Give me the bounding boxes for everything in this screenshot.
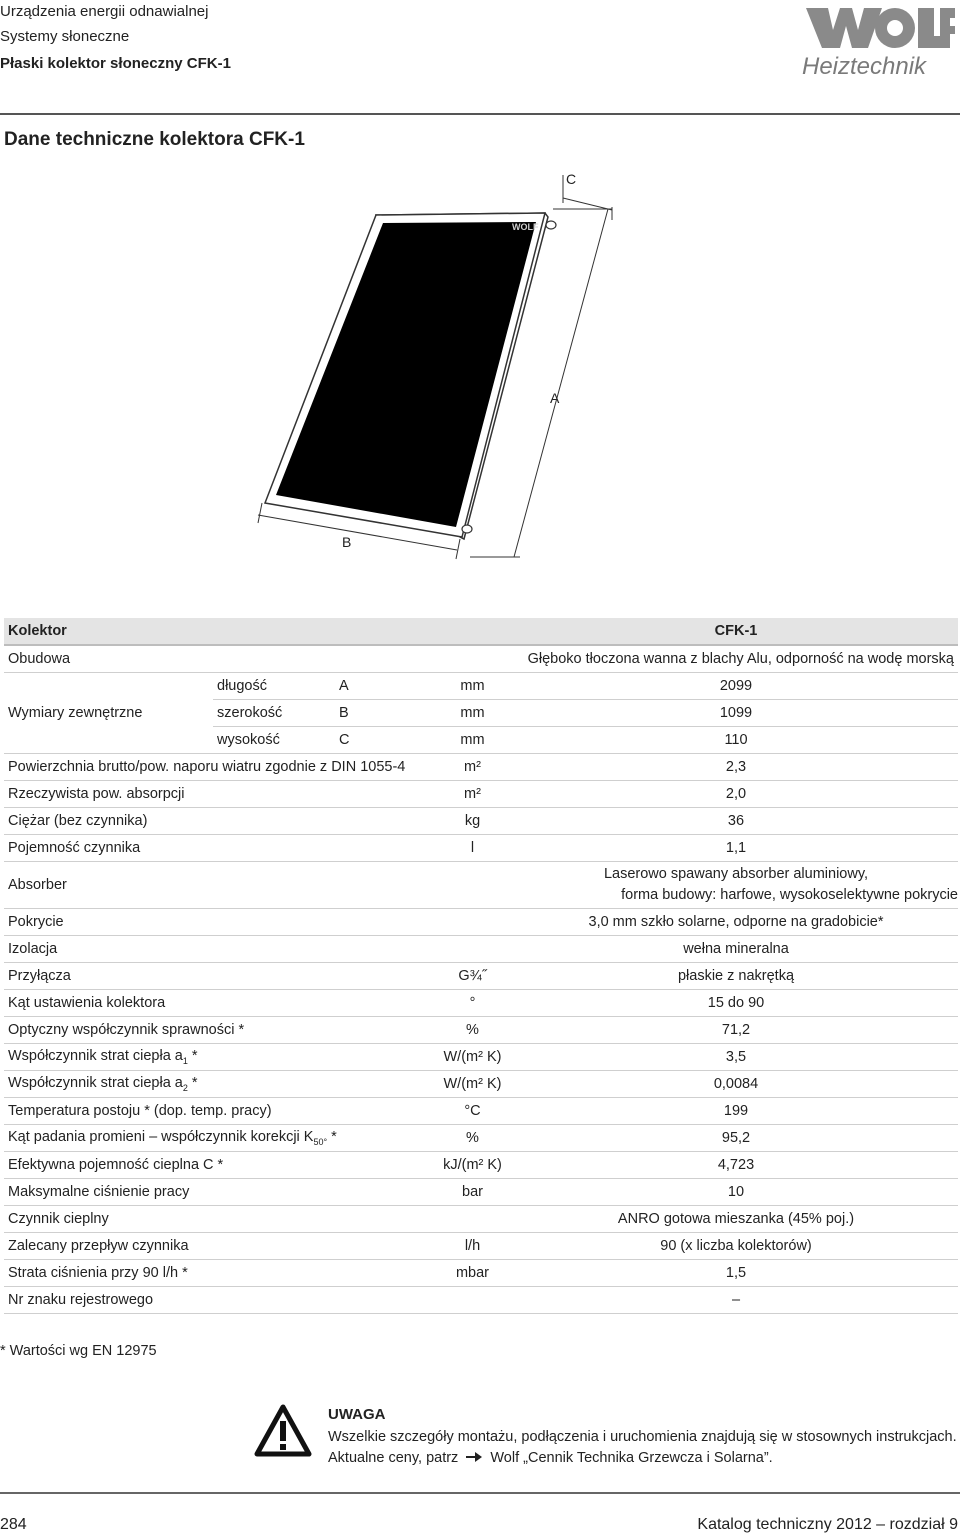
row-unit: m² — [431, 754, 510, 781]
table-row — [4, 835, 958, 862]
row-value: 199 — [510, 1098, 958, 1125]
warning-title: UWAGA — [328, 1406, 386, 1423]
table-row — [4, 645, 958, 673]
table-row — [4, 1044, 958, 1071]
row-label: Powierzchnia brutto/pow. naporu wiatru zgodnie z DIN 1055-4 — [4, 754, 431, 781]
row-label: Izolacja — [4, 936, 431, 963]
dim-name: wysokość — [213, 727, 335, 754]
table-row — [4, 936, 958, 963]
row-value: 10 — [510, 1179, 958, 1206]
row-label: Współczynnik strat ciepła $a_2$ * — [4, 1071, 431, 1098]
table-row — [4, 862, 958, 909]
row-value: 3,0 mm szkło solarne, odporne na gradobicie* — [510, 909, 958, 936]
row-unit: % — [431, 1125, 510, 1152]
row-label: Nr znaku rejestrowego — [4, 1287, 431, 1314]
dim-symbol: A — [335, 673, 431, 700]
row-unit: mm — [431, 700, 510, 727]
absorber-line-2: forma budowy: harfowe, wysokoselektywne pokrycie — [621, 887, 958, 903]
table-row — [4, 1287, 958, 1314]
warning-icon — [254, 1404, 312, 1463]
row-value: 36 — [510, 808, 958, 835]
table-row — [4, 1260, 958, 1287]
row-value: wełna mineralna — [510, 936, 958, 963]
footer-divider — [0, 1492, 960, 1494]
table-row — [4, 1071, 958, 1098]
catalog-reference: Katalog techniczny 2012 – rozdział 9 — [697, 1516, 958, 1533]
row-value: 71,2 — [510, 1017, 958, 1044]
row-value: 2,3 — [510, 754, 958, 781]
row-label: Optyczny współczynnik sprawności * — [4, 1017, 431, 1044]
row-value: 90 (x liczba kolektorów) — [510, 1233, 958, 1260]
row-unit: % — [431, 1017, 510, 1044]
dim-label-c: C — [566, 171, 577, 187]
row-value: 4,723 — [510, 1152, 958, 1179]
row-value: 1,1 — [510, 835, 958, 862]
table-row — [4, 963, 958, 990]
footnote: * Wartości wg EN 12975 — [0, 1343, 157, 1359]
header-divider — [0, 113, 960, 115]
row-value: 1099 — [510, 700, 958, 727]
spec-table — [4, 618, 958, 1314]
page-number: 284 — [0, 1516, 27, 1533]
warning-line-1: Wszelkie szczegóły montażu, podłączenia i uruchomienia znajdują się w stosownych instrukcjach. — [328, 1429, 957, 1445]
dim-label-a: A — [550, 390, 560, 406]
header-model: CFK-1 — [510, 618, 958, 645]
dim-symbol: C — [335, 727, 431, 754]
table-header-row — [4, 618, 958, 645]
row-unit: W/(m² K) — [431, 1071, 510, 1098]
row-label: Temperatura postoju * (dop. temp. pracy) — [4, 1098, 431, 1125]
collector-drawing — [0, 165, 960, 605]
header-kolektor: Kolektor — [4, 618, 335, 645]
dim-name: szerokość — [213, 700, 335, 727]
row-unit: bar — [431, 1179, 510, 1206]
row-value: płaskie z nakrętką — [510, 963, 958, 990]
row-label: Maksymalne ciśnienie pracy — [4, 1179, 431, 1206]
table-row — [4, 673, 958, 700]
row-unit: m² — [431, 781, 510, 808]
row-label: Współczynnik strat ciepła $a_1$ * — [4, 1044, 431, 1071]
table-row — [4, 1233, 958, 1260]
row-value: ANRO gotowa mieszanka (45% poj.) — [510, 1206, 958, 1233]
panel-logo: WOLF — [512, 222, 539, 232]
table-row — [4, 1098, 958, 1125]
row-unit: ° — [431, 990, 510, 1017]
row-label: Kąt padania promieni – współczynnik korekcji $K_{50^\circ}$ * — [4, 1125, 431, 1152]
wolf-logo — [800, 4, 955, 78]
row-label: Strata ciśnienia przy 90 l/h * — [4, 1260, 431, 1287]
row-label: Zalecany przepływ czynnika — [4, 1233, 431, 1260]
row-unit: G¾˝ — [431, 963, 510, 990]
row-value: 0,0084 — [510, 1071, 958, 1098]
brand-subtitle: Heiztechnik — [802, 53, 927, 78]
dim-label-b: B — [342, 534, 352, 550]
dim-symbol: B — [335, 700, 431, 727]
header-product: Płaski kolektor słoneczny CFK-1 — [0, 55, 231, 72]
row-label: Ciężar (bez czynnika) — [4, 808, 431, 835]
row-value: Głęboko tłoczona wanna z blachy Alu, odporność na wodę morską — [510, 645, 958, 673]
table-row — [4, 754, 958, 781]
row-unit: l — [431, 835, 510, 862]
row-label: Czynnik cieplny — [4, 1206, 431, 1233]
dim-name: długość — [213, 673, 335, 700]
row-value: 3,5 — [510, 1044, 958, 1071]
row-unit: l/h — [431, 1233, 510, 1260]
row-value: 2,0 — [510, 781, 958, 808]
row-unit: mm — [431, 673, 510, 700]
row-value: – — [510, 1287, 958, 1314]
table-row — [4, 909, 958, 936]
table-row — [4, 990, 958, 1017]
table-row — [4, 808, 958, 835]
row-value — [510, 862, 958, 909]
header-category: Urządzenia energii odnawialnej — [0, 3, 209, 20]
row-value: 95,2 — [510, 1125, 958, 1152]
row-label: Rzeczywista pow. absorpcji — [4, 781, 431, 808]
page-title: Dane techniczne kolektora CFK-1 — [4, 129, 305, 150]
row-label: Obudowa — [4, 645, 510, 673]
row-label: Pokrycie — [4, 909, 431, 936]
row-unit: W/(m² K) — [431, 1044, 510, 1071]
table-row — [4, 781, 958, 808]
table-row — [4, 1125, 958, 1152]
row-unit: kg — [431, 808, 510, 835]
row-label: Wymiary zewnętrzne — [4, 673, 213, 754]
row-value: 1,5 — [510, 1260, 958, 1287]
warning-box — [250, 1402, 960, 1478]
table-row — [4, 1017, 958, 1044]
row-label: Pojemność czynnika — [4, 835, 431, 862]
row-value: 2099 — [510, 673, 958, 700]
absorber-line-1: Laserowo spawany absorber aluminiowy, — [603, 866, 869, 882]
row-label: Absorber — [4, 862, 431, 909]
warning-line-2: Aktualne ceny, patrz Wolf „Cennik Technika Grzewcza i Solarna”. — [328, 1450, 773, 1466]
arrow-right-icon — [466, 1450, 482, 1466]
row-unit: mm — [431, 727, 510, 754]
table-row — [4, 1206, 958, 1233]
header-subcategory: Systemy słoneczne — [0, 28, 130, 45]
row-label: Przyłącza — [4, 963, 431, 990]
row-unit: °C — [431, 1098, 510, 1125]
row-unit: mbar — [431, 1260, 510, 1287]
row-value: 15 do 90 — [510, 990, 958, 1017]
row-unit: kJ/(m² K) — [431, 1152, 510, 1179]
row-value: 110 — [510, 727, 958, 754]
table-row — [4, 1179, 958, 1206]
row-label: Efektywna pojemność cieplna C * — [4, 1152, 431, 1179]
table-row — [4, 1152, 958, 1179]
row-label: Kąt ustawienia kolektora — [4, 990, 431, 1017]
